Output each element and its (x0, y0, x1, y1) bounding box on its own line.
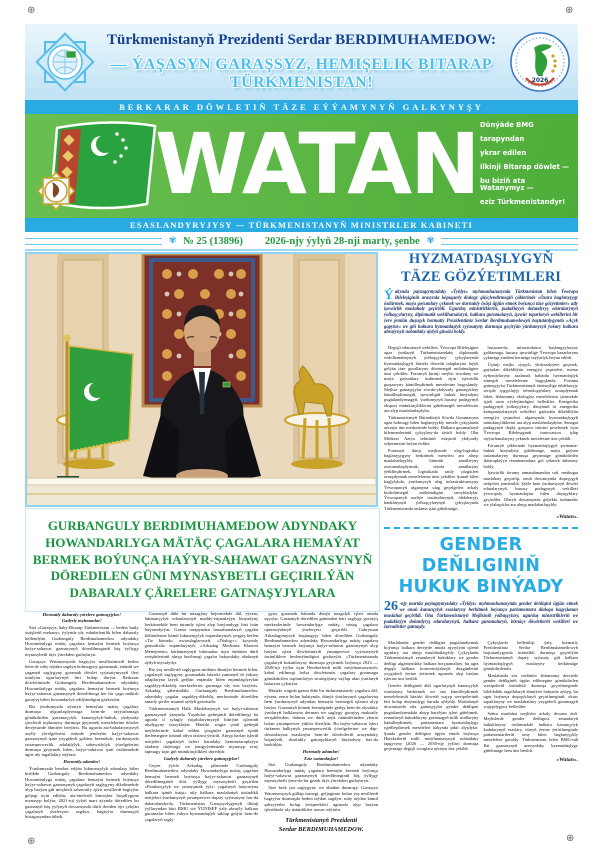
crop-mark-top-right: ⊕ (565, 5, 574, 16)
flower-ornament-icon: ✾ (426, 236, 435, 246)
cooperation-column-1: Degişli edaralaryň wekilleri, Ýewropa Bileleşigine agza ýurtlaryň Türkmenistandaky diplomatik wekilhanalarynyň ýolbaşçylary çykyşlarynda hyzmatdaşlygyň häzirki döwrüň talaplaryna laýyk gelýän täze gurallaryny döretmegiň möhümdigine ünsi çekdiler. Forumyň birinji mejlisi söwdany we maýa goýumlary ösdürmek üçin işewürlik gurşawyny kämilleşdirmek meselesine bagyşlandy. Mejlise gatnaşyjylar söwda-ykdysady gatnaşyklary kämilleşdirmegiň, işewürligiň hukuk binýadyny pugtalandyrmagyň, ýurdumyzyň hususy pudagynyň eksport mümkinçiliklerini giňeltmegiň meselelerini ara alyp maslahatlaşdylar. Türkmenistanyň Bütindünýä Söwda Guramasyna agza bolmagy bilen baglanyşykly mesele çykyşlarda aýratyn üns merkezinde boldy. Halkara guramalaryň bilermenleriniň çykyşlary-da täsirli boldy. Olar Merkezi Aziýa sebitiniň ösüşiniň ykdysady seljermesini beýan etdiler. Forumyň ikinji mejlisinde ulag-logistika baglanyşygyny berkitmek meselesi ara alnyp maslahatlaşyldy. Gümrük amallaryny awtomatlaşdyrmak, söwda amallaryny ýeňilleşdirmek, logistikada sanly çözgütleri ornaşdyrmak meselelerine ünsi çekdiler. Şunuň bilen baglylykda, ýurdumyzyň ulag infrastrukturasyny Ýewropanyň ulgamyna ulag geçelgeleri arkaly birikdirmegiň möhümdigini tassykladylar. Ýewropanyň maliýe institutlarynyň, öňdebaryjy banklarynyň ýolbaşçylarynyň çykyşlarynda Türkmenistanda taslama işini giňeltmäge, (384, 344, 479, 511)
cooperation-article-headline: HYZMATDAŞLYGYŇ TÄZE GÖZÝETIMLERI (401, 251, 561, 286)
president-signature: Türkmenistanyň Prezidenti Serdar BERDIMUHAMEDOW. (278, 817, 364, 833)
gender-article-headline: GENDER DEŇLIGINIŇ HUKUK BINÝADY (398, 535, 564, 598)
address-headline: GURBANGULY BERDIMUHAMEDOW ADYNDAKY HOWANDARLYGA MÄTÄÇ ÇAGALARA HEMAÝAT BERMEK BOÝUNÇA HAÝYR-SAHAWAT GAZNASYNYŇ DÖREDILEN GÜNI MYNASYBETLI GEÇIRILÝÄN DABARALY ÇÄRELERE GATNAŞYJYLARA (25, 508, 380, 612)
slogan-quote-line: — ÝAŞASYN GARAŞSYZ, HEMIŞELIK BITARAP TÜRKMENISTAN! (110, 56, 493, 92)
turkmen-flag-icon (27, 116, 167, 216)
crop-mark-bottom-right: ⊕ (566, 833, 575, 844)
president-photo-illustration (27, 254, 376, 505)
founder-bar: ESASLANDYRYJYSY — TÜRKMENISTANYŇ MINISTRLER KABINETI (25, 218, 578, 232)
gender-column-2: Çykyşlarda bellenilişi ýaly, hormatly Prezidentimiz Serdar Berdimuhamedowyň baştutanlygynda üstünlikli durmuşa geçirilýän Türkmenistanyň daşary syýasaty giň halkara hyzmatdaşlygyň esaslaryny berkitmäge gönükdirilendir. Maslahatda söz sözlänler ählumumy derejede gender deňliginiň üpjün edilmegine gönükdirilen wezipeleriň üstünlikli durmuşa geçirilmeginde bilelikdäki tagallalaryň ähmiýeti hakynda aýdyp, bu ugur boýunça duşuşyklaryň geçirilmeginiň, okuw sapaklaryny we maslahatlary yzygiderli guramagyň wajypdygyny bellediler. Soňra maslahat mejlisler arkaly dowam etdi. Mejlislerde gender deňligini, zenanlaryň hukuklaryny ösdürmekde halkara kanunçylyk kadalarynyň esaslary, olaryň ýerine ýetirilmeginde parlamentarileriň orny bilen baglanyşykly meselelere garaldy. Türkmenistan bilen BMG-niň Ilat gaznasynyň arasyndaky hyzmatdaşlygy giňeltmäge hem üns berildi. (483, 639, 578, 753)
left-rule (25, 238, 162, 245)
drop-cap: Ý (384, 287, 394, 303)
emblem-year-text: 2026 (531, 77, 549, 84)
right-column (384, 250, 578, 763)
crop-mark-bottom-left: ⊕ (27, 836, 36, 847)
address-column-3: gyny goramak babatda dünýä nusgalyk işleri amala aşyrýar. Gaznanyň döredilen gününden bäri saglygy goraýyş merkezlerinde howandarlyga mätäç, näsag çagalara operasiýalaryň ýüzlerçesi geçirildi. Gahryman Arkadagymyzyň başlangyjy bilen döredilen Gurbanguly Berdimuhamedow adyndaky Howandarlyga mätäç çagalara hemaýat bermek boýunça haýyr-sahawat gaznasynyň alyp barýan işleri döwletimiziň ynsanperwer syýasatynyň üstünliklere beslenýändigini görkezýär. «Türkmenistanda çagalaryň hukuklaryny durmuşa geçirmek boýunça 2023 — 2028-nji ýyllar üçin Hereketleriň milli meýilnamasynyň» kabul edilmegi bolsa döwletimizi çagalary goramaga gönükdirilen toplumlaýyn strategiýany saýlap alan ýurtlaryň hataryna çykarýar. Häzirki wagtda gazna diňe bir türkmenistanly çagalara däl, eýsem, zerur bolan halatynda, dünýä ýurtlarynyň çagalaryna hem ýurdumyzyň adyndan hemaýat bermegiň işlerini alyp barýar. Gaznanyň kömek bermeginde goňşy hem-de alysdaky ýurtlaryň halklaryna derman we saglygy goraýyş maksatly serişdelerden, dokma we dürli azyk önümlerinden ybarat bolan ynsanperwer ýükler iberilýär. Bu haýyr-sahawat işleri türkmen halkynyň ynsanperwerlik ýörelgelerine we däp-dessurlaryna esaslanýar hem-de döwletleriň arasyndaky hoşniýetli, dostlukly gatnaşyklaryň binýadyny has-da berkidýär. Hormatly adamlar! Eziz watandaşlar! Sizi Gurbanguly Berdimuhamedow adyndaky Howandarlyga mätäç çagalara hemaýat bermek boýunça haýyr-sahawat gaznasynyň döredilmeginiň bäş ýyllygy mynasybetli ýene-de bir gezek tüýs ýürekden gutlaýaryn. Size berk jan saglygyny we abadan durmuşy, Garaşsyz Watanymyzyň gülläp ösmegi, geljegimiz bolan ýaş nesilleriň bagtyýar durmuşda beden taýdan sagdyn, ruhy taýdan kämil şahsyýetler bolup ýetişmekleri ugrunda alyp barýan işleriňizde uly üstünlikleri arzuw edýärin. Türkmenistanyň Prezidenti Serdar BERDIMUHAMEDOW. (264, 611, 379, 833)
gender-column-1: Maslahatda gender deňligini pugtalandyrmak boýunça halkara derejede amala aşyrylýan işleriň ugurlary ara alnyp maslahatlaşyldy. Çykyşlarda Türkmenistanyň zenanlaryň hukuklary we gender deňligi ulgamyndaky halkara borçnamalary, bu ugra degişli halkara konwensiýalaryň düzgünlerini yzygiderli ýerine ýetirmek ugrunda alyp barýan işlerine üns berildi. Gender deňliginiň ähli ugurlarynyň kanunçylyk esaslaryny berkitmek we ony kämilleşdirmek meseleleriniň häzirki döwrüň wajyp wezipeleriniň biri bolup durýandygy barada aýdyldy. Maslahatyň dowamynda oňa gatnaşyjylar gender deňligini pugtalandyrmakda alnyp barylýan işleri giňeltmek, zenanlaryň hukuklaryny goramagyň milli usullaryny kämilleşdirmek, parlamentara hyzmatdaşlygy işjeňleşdirmek meseleleri hakynda pikir alyşdylar. Şunda gender deňligini üpjün etmek boýunça Hereketleriň milli meýilnamasynyň nobatdaky tapgyryny (2026 — 2030-njy ýyllar) durmuşa geçirmäge degişli soraglara aýratyn üns çekildi. (384, 639, 479, 752)
gender-byline: «Watan». (556, 756, 578, 763)
masthead-tagline: Dünýäde BMG tarapyndan ykrar edilen ilkinji Bitarap döwlet — bu biziň ata Watanymyz — eziz Türkmenistandyr! (480, 121, 570, 207)
president-photo (25, 252, 378, 507)
issue-number: № 25 (13896) (183, 235, 243, 247)
issue-date: 2026-njy ýylyň 28-nji marty, şenbe (264, 235, 420, 247)
gender-article-body (384, 640, 578, 755)
drop-cap-number: 26 (384, 599, 398, 615)
cooperation-lead-paragraph: Ýakynda paýtagtymyzdaky «Ýyldyz» myhmanhanasynda Türkmenistan bilen Ýewropa Bileleşiginiň arasynda köpugurly dialogy güýçlendirmegiň çäklerinde «Özara baglanyşygy ösdürmek, maýa goýumlary çekmek we durnukly ösüşi üpjün etmek boýunça täze gözýetimler» atly işewürlik maslahaty geçirildi. Ugurdaş ministrlikleriň, pudaklaýyn dolandyryş edaralarynyň ýolbaşçylaryny, diplomatik wekilhanalaryň, halkara guramalaryň, işewür toparlaryň wekillerini bir ýere jemlän duşuşyk hormatly Prezidentimiz Serdar Berdimuhamedowyň baştutanlygynda «Açyk gapylar» we giň halkara hyzmatdaşlyk syýasatyny durmuşa geçirýän ýurdumyzyň ýokary halkara abraýynyň nobatdaky aýdyň güwäsi boldy. (384, 287, 578, 336)
cooperation-article-body (384, 345, 578, 513)
year-2026-horse-emblem-icon (508, 30, 572, 94)
crop-mark-top-left: ⊕ (27, 5, 36, 16)
cooperation-column-2: hususan-da, infrastruktura başlangyçlaryny goldamaga, hususy işewürlige Ýewropa bazarlaryna çykmaga ýardam bermäge taýýarlyk beýan edildi. Üçünji mejlis «ýaşyl» ykdysadyýete geçmek, gaýtadan dikeldilýän energiýa çeşmeleri, metan zyňyndylaryny azaltmak babatda hyzmatdaşlyk etmegiň meselelerine bagyşlandy. Foruma gatnaşyjylar Türkmenistanyň önümçilige öňdebaryjy serişde tygşytlaýjy tehnologiýalary ornaşdyrmak bilen, ählumumy ekologiýa meselelerini çözmekde işjeň orun eýeleýändigini bellediler. Energetika pudagynyň ýolbaşçylary, dünýäniň iri energetika kompaniýalarynyň wekilleri gaýtadan dikeldilýän energiýa çeşmeleri ulgamynda hyzmatdaşlygyň mümkinçiliklerini ara alyp maslahatlaşdylar. Senagat pudagynyň daşky gurşawa täsirini peseltmek üçin Ýewropa Bileleşiginiň innowasion işläp taýýarlamalaryny çekmek meselesine üns çekildi. Forumyň çäklerinde hyzmatdaşlygyň şertnama-hukuk binýadyny giňeltmäge, maýa goýum taslamalaryny durmuşa geçirmäge gönükdirilen ikitaraplaýyn resminamalara gol çekmek dabarasy boldy. Işewürlik forumy tamamlanandan soň, metbugat maslahaty geçirilip, onuň dowamynda duşuşygyň netijeleri jemlenildi. Şeýle hem ýurdumyzyň döwlet edaralarynyň, hususy pudagynyň wekilleri ýewropaly hyzmatdaşlar bilen duşuşyklary geçirdiler. Olaryň dowamynda geljekki taslamalar we ylalaşyklar ara alnyp maslahatlaşyldy. (483, 344, 578, 507)
address-column-2: Gaznanyň diňe bir näsaglary bejermekde däl, eýsem, lukmançylyk edaralarynyň maddy-enjamlaýyn binýadyny berkitmekde hem tutumly işleri alyp barýandygy bizi örän buýsandyrýar. Gazna tarapyndan hassahanalaryň çagalar bölümlerine kämil lukmançylyk enjamlarynyň, peşgeş berlen «Tiz kömek» awtoulaglarynyň, «Dialog+» kysymly gemodializ enjamlarynyň, «Arkadag Medisina Klasteri Menejment» kärhanasynyň lukmanlar üçin öndüren dürli serişdeleriniň alnyp berilmegi çagalar hakyndaky aladanyň aýdyň mysalydyr. Biz ýaş nesilleriň saglygyna möhüm ähmiýet bermek bilen, çagalaryň saglygyny goramakda häzirki zamanyň iň ýokary talaplaryna laýyk gelýän enjamlar bilen enjamlaşdyrylan sagaldyş-dikeldiş merkezlerini gurmaga uly üns berýäris. Arkadag şäherindäki Gurbanguly Berdimuhamedow adyndaky çagalar sagaldyş-dikeldiş merkezinde döredilen amatly şertler munuň aýdyň güwäsidir. Türkmenistanyň Halk Maslahatynyň we haýyr-sahawat gaznasynyň ýanynda Ýaşulular geňeşiniň döredilmegi bu ugurda il sylagly ýaşulularymyzyň bitirýän işleriniň uludygyny tassyklaýar. Häzirki wagta çenli geňeşiň mejlislerinde kabul edilen çözgütler gaznanyň işiniň ilerlemegine özüniň oňyn täsirini ýetirdi. Alnyp barlan işleriň netijeleri çagalaryň özleri baradaky hemmetaraplaýyn aladany duýmagy we jemgyýetimizde mynasyp orny tapmagy üçin giň mümkinçilikleri döredýär. Gadyrly dabaraly çärelere gatnaşyjylar! Geçen ýylda Arkadag şäherinde Gurbanguly Berdimuhamedow adyndaky Howandarlyga mätäç çagalara hemaýat bermek boýunça haýyr-sahawat gaznasynyň döredilmeginiň dört ýyllygy mynasybetli geçirilen «Parahatçylyk we ynanyşmak ýyly: çagalaryň hatyrasyna halkara işiniň ösüşi» atly halkara maslahatyň üstünlikli netijeleri ýurdumyzyň ynsanperwer daşary syýasatyny has-da dabaralandyrdy. Türkmenistan Garaşsyzlygynyň ilkinji ýyllaryndan bäri BMG we ÝUNISEF ýaly abraýly halkara guramalar bilen ýakyn hyzmatdaşlyk saklap gelýär hem-de çagalaryň sagly- (144, 611, 259, 822)
president-name-line: Türkmenistanyň Prezidenti Serdar BERDIMUHAMEDOW: (106, 31, 497, 48)
flower-ornament-icon: ✾ (168, 236, 177, 246)
address-body (25, 611, 378, 847)
issue-line (25, 233, 578, 251)
state-octagram-emblem-icon (33, 30, 97, 94)
era-slogan-bar: BERKARAR DÖWLETIŇ TÄZE EÝÝAMYNYŇ GALKYNYŞY (25, 100, 578, 114)
presidential-quote-banner (25, 24, 578, 100)
newspaper-title: WATAN (155, 115, 479, 213)
address-column-1: Hormatly dabaraly çärelere gatnaşyjylar! Gadyrly myhmanlar! Sizi «Garaşsyz, baky Bitarap Türkmenistan — bedew batly ösüşleriň mekany» ýylynda uly ruhubelentlik bilen dabaraly bellenilýän Gurbanguly Berdimuhamedow adyndaky Howandarlyga mätäç çagalara hemaýat bermek boýunça haýyr-sahawat gaznasynyň döredilmeginiň bäş ýyllygy mynasybetli tüýs ýürekden gutlaýaryn. Garaşsyz Watanymyzda bagtyýar nesillerimiziň beden hem-de ruhy taýdan sagdyn bolmagyny gazanmak, enäniň we çaganyň saglygyny goramak döwlet syýasatymyzyň ileri tutulýan ugurlarynyň biri bolup durýar. Berkarar döwletimizde Gurbanguly Berdimuhamedow adyndaky Howandarlyga mätäç çagalara hemaýat bermek boýunça haýyr-sahawat gaznasynyň döredilmegi her bir çaga mähirli garaýyş bilen howandarlyk edilýändigini görkezýär. Biz ýurdumyzda aýratyn hemaýata mätäç çagalary durmuşa uýgunlaşdyrmaga hem-de taýýarlamaga gönükdirilen guramaçylyk, kanunçylyk-hukuk, ykdysady çäreleriň toplumyny durmuşa geçirmek meselelerine döwlet derejesinde ähmiýet berýäris. Bu ugurda ata-babalarymyzyň asylly ýörelgelerini özünde jemleýän haýyr-sahawat gaznasynyň işine yzygiderli goldaw bermekde, ýurdumyzda ynsanperwerlik, adalatlylyk, sahawatlylyk ýörelgelerini durmuşa geçirmek bilen, haýyr-sahawat işini ösdürmekde ägirt uly tagallalary edýäris. Hormatly adamlar! Ýurdumyzda hereket edýän lukmançylyk edaralary bilen birlikde Gurbanguly Berdimuhamedow adyndaky Howandarlyga mätäç çagalara hemaýat bermek boýunça haýyr-sahawat gaznasynyň çagalaryň saglygyny dikeltmekde alyp barýan giň möçberli sahawatly işleri nesilleriň bagtyýar geljegi üçin edilýär, ata-eneleriň bimöçber hoşallygyna mynasyp bolýar. 2021-nji ýylyň mart aýynda döredilen bu gaznanyň bäş ýylynyň dowamynda dürli dertden ejir çekýän çagalaryň ýüzlerçesi sagdyn, bagtyýar durmuşyň bosagasyndan ätledi. (25, 612, 139, 820)
cooperation-byline: «Watan». (556, 514, 578, 521)
right-rule (441, 238, 578, 245)
masthead (25, 114, 578, 218)
gender-lead-paragraph: 26 -njy martda paýtagtymyzdaky «Ýyldyz» myhmanhanasynda gender deňligini üpjün etmek we onuň kanunçylyk esaslaryny berkitmek boýunça parlamentara dialoga bagyşlanan maslahat geçirildi. Oňa Türkmenistanyň Mejlisiniň ýolbaşçylary, ugurdaş ministrlikleriň we pudaklaýyn dolandyryş edaralarynyň, halkara guramalaryň, birnäçe döwletleriň wekilleri we žurnalistler gatnaşdy. (384, 599, 578, 631)
dashed-divider (384, 527, 578, 529)
